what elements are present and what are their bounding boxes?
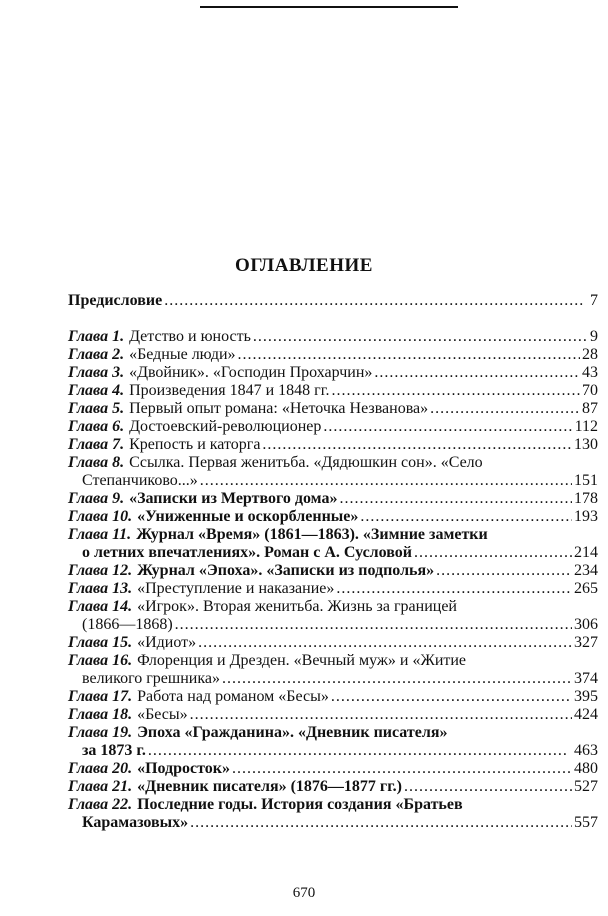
leader-dots: [339, 490, 572, 508]
leader-dots: [323, 418, 572, 436]
toc-page-number: 112: [574, 418, 598, 435]
toc-entry[interactable]: [68, 670, 598, 688]
toc-page-number: 306: [574, 616, 598, 633]
leader-dots: [164, 292, 588, 310]
toc-title: «Двойник». «Господин Прохарчин»: [129, 364, 373, 381]
toc-entry[interactable]: [68, 598, 598, 616]
toc-page-number: 193: [574, 508, 598, 525]
toc-entry[interactable]: [68, 490, 598, 508]
chapter-label: Глава 8.: [68, 454, 125, 471]
toc-entry[interactable]: [68, 562, 598, 580]
chapter-label: Глава 16.: [68, 652, 133, 669]
page-number: 670: [292, 885, 316, 901]
toc-title: (1866—1868): [82, 616, 173, 633]
toc-page-number: 557: [574, 814, 598, 831]
toc-title: «Преступление и наказание»: [137, 580, 335, 597]
toc-page-number: 374: [574, 670, 598, 687]
toc-title: великого грешника»: [82, 670, 220, 687]
toc-title: Степанчиково...»: [82, 472, 198, 489]
chapter-label: Глава 15.: [68, 634, 133, 651]
leader-dots: [238, 346, 580, 364]
page-title: ОГЛАВЛЕНИЕ: [235, 255, 373, 276]
toc-title: за 1873 г.: [82, 742, 146, 759]
toc-title: Работа над романом «Бесы»: [137, 688, 329, 705]
chapter-label: Глава 5.: [68, 400, 125, 417]
toc-entry[interactable]: [68, 724, 598, 742]
toc-page-number: 395: [574, 688, 598, 705]
toc-entry[interactable]: [68, 328, 598, 346]
toc-entry[interactable]: [68, 346, 598, 364]
toc-title: о летних впечатлениях». Роман с А. Сусловой: [82, 544, 413, 561]
chapter-label: Глава 13.: [68, 580, 133, 597]
toc-title: Ссылка. Первая женитьба. «Дядюшкин сон». «Село: [129, 454, 483, 471]
leader-dots: [222, 670, 572, 688]
toc-title: «Бедные люди»: [129, 346, 236, 363]
toc-title: «Униженные и оскорбленные»: [137, 508, 359, 525]
toc-entry[interactable]: [68, 454, 598, 472]
toc-title: «Дневник писателя» (1876—1877 гг.): [137, 778, 402, 795]
toc-entry-preface[interactable]: [68, 292, 598, 310]
spacer: [68, 310, 598, 328]
toc-page-number: 28: [582, 346, 598, 363]
leader-dots: [190, 814, 572, 832]
toc-title: Журнал «Эпоха». «Записки из подполья»: [137, 562, 435, 579]
leader-dots: [175, 616, 572, 634]
toc-entry[interactable]: [68, 742, 598, 760]
toc-page-number: 178: [574, 490, 598, 507]
leader-dots: [331, 382, 580, 400]
chapter-label: Глава 21.: [68, 778, 133, 795]
toc-entry[interactable]: [68, 652, 598, 670]
chapter-label: Глава 4.: [68, 382, 125, 399]
toc-title: «Подросток»: [137, 760, 231, 777]
toc-title: Карамазовых»: [82, 814, 189, 831]
toc-page-number: 480: [574, 760, 598, 777]
leader-dots: [331, 688, 572, 706]
leader-dots: [430, 400, 580, 418]
toc-page-number: 9: [590, 328, 598, 345]
toc-title: Последние годы. История создания «Братьев: [137, 796, 463, 813]
chapter-label: Глава 9.: [68, 490, 125, 507]
toc-entry[interactable]: [68, 382, 598, 400]
leader-dots: [253, 328, 588, 346]
toc-title: Флоренция и Дрезден. «Вечный муж» и «Житие: [137, 652, 467, 669]
toc-title: Произведения 1847 и 1848 гг.: [129, 382, 330, 399]
chapter-label: Глава 11.: [68, 526, 132, 543]
top-rule: [200, 6, 458, 8]
toc-page-number: 70: [582, 382, 598, 399]
toc-page-number: 234: [574, 562, 598, 579]
leader-dots: [336, 580, 572, 598]
toc-page-number: 130: [574, 436, 598, 453]
toc-title: Предисловие: [68, 292, 163, 309]
toc-entry[interactable]: [68, 580, 598, 598]
toc-page-number: 463: [574, 742, 598, 759]
toc-page-number: 43: [582, 364, 598, 381]
toc-title: Крепость и каторга: [129, 436, 261, 453]
leader-dots: [262, 436, 572, 454]
toc-title: Достоевский-революционер: [129, 418, 322, 435]
chapter-label: Глава 17.: [68, 688, 133, 705]
toc-title: «Игрок». Вторая женитьба. Жизнь за границей: [137, 598, 457, 615]
table-of-contents: [68, 292, 598, 832]
toc-page-number: 214: [574, 544, 598, 561]
chapter-label: Глава 19.: [68, 724, 133, 741]
leader-dots: [200, 472, 572, 490]
toc-page-number: 327: [574, 634, 598, 651]
chapter-label: Глава 1.: [68, 328, 125, 345]
toc-page-number: 265: [574, 580, 598, 597]
chapter-label: Глава 14.: [68, 598, 133, 615]
leader-dots: [190, 706, 572, 724]
toc-page-number: 87: [582, 400, 598, 417]
toc-entry[interactable]: [68, 544, 598, 562]
chapter-label: Глава 6.: [68, 418, 125, 435]
leader-dots: [148, 742, 572, 760]
toc-title: Первый опыт романа: «Неточка Незванова»: [129, 400, 429, 417]
toc-title: «Идиот»: [137, 634, 197, 651]
toc-entry[interactable]: [68, 526, 598, 544]
toc-entry[interactable]: [68, 796, 598, 814]
leader-dots: [436, 562, 572, 580]
toc-title: «Бесы»: [137, 706, 188, 723]
leader-dots: [404, 778, 572, 796]
toc-entry[interactable]: [68, 508, 598, 526]
toc-page-number: 527: [574, 778, 598, 795]
toc-page-number: 424: [574, 706, 598, 723]
chapter-label: Глава 3.: [68, 364, 125, 381]
toc-page-number: 151: [574, 472, 598, 489]
leader-dots: [414, 544, 572, 562]
toc-entry[interactable]: [68, 706, 598, 724]
toc-title: Журнал «Время» (1861—1863). «Зимние заметки: [136, 526, 488, 543]
leader-dots: [232, 760, 572, 778]
toc-entry[interactable]: [68, 778, 598, 796]
chapter-label: Глава 10.: [68, 508, 133, 525]
toc-entry[interactable]: [68, 364, 598, 382]
chapter-label: Глава 18.: [68, 706, 133, 723]
toc-page-number: 7: [590, 292, 598, 309]
toc-entry[interactable]: [68, 634, 598, 652]
toc-entry[interactable]: [68, 400, 598, 418]
leader-dots: [198, 634, 572, 652]
toc-entry[interactable]: [68, 616, 598, 634]
toc-entry[interactable]: [68, 418, 598, 436]
toc-title: Эпоха «Гражданина». «Дневник писателя»: [137, 724, 448, 741]
toc-entry[interactable]: [68, 688, 598, 706]
leader-dots: [360, 508, 572, 526]
chapter-label: Глава 7.: [68, 436, 125, 453]
toc-entry[interactable]: [68, 472, 598, 490]
chapter-label: Глава 2.: [68, 346, 125, 363]
leader-dots: [374, 364, 580, 382]
toc-title: «Записки из Мертвого дома»: [129, 490, 338, 507]
toc-entry[interactable]: [68, 814, 598, 832]
chapter-label: Глава 20.: [68, 760, 133, 777]
toc-entry[interactable]: [68, 436, 598, 454]
toc-entry[interactable]: [68, 760, 598, 778]
chapter-label: Глава 22.: [68, 796, 133, 813]
toc-title: Детство и юность: [129, 328, 251, 345]
chapter-label: Глава 12.: [68, 562, 133, 579]
